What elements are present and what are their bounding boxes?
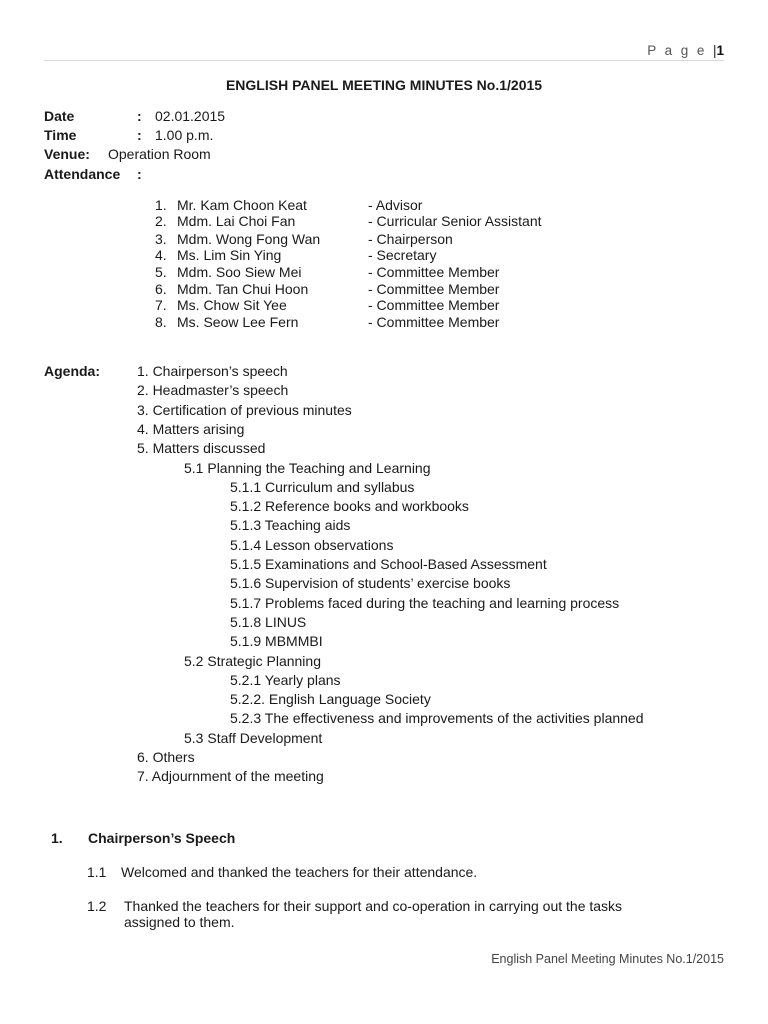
- agenda-item: 5.1.3 Teaching aids: [230, 517, 351, 534]
- date-label: Date: [44, 108, 75, 124]
- attendee-name: Mdm. Soo Siew Mei: [177, 264, 302, 280]
- section-item-text: Welcomed and thanked the teachers for their attendance.: [121, 864, 478, 880]
- attendee-role: - Committee Member: [368, 297, 500, 313]
- agenda-item: 5.1.7 Problems faced during the teaching and learning process: [230, 594, 620, 611]
- attendee-name: Mdm. Lai Choi Fan: [177, 213, 296, 229]
- document-title: ENGLISH PANEL MEETING MINUTES No.1/2015: [225, 77, 543, 93]
- attendee-number: 5.: [155, 264, 167, 280]
- agenda-item: 7. Adjournment of the meeting: [137, 768, 324, 785]
- agenda-item: 2. Headmaster’s speech: [137, 382, 289, 399]
- attendance-colon: :: [137, 166, 142, 182]
- agenda-item: 5.1.5 Examinations and School-Based Assessment: [230, 556, 547, 572]
- section-heading: Chairperson’s Speech: [88, 830, 236, 846]
- agenda-item: 5.2.2. English Language Society: [230, 691, 431, 708]
- agenda-item: 5.1.8 LINUS: [230, 613, 307, 630]
- attendee-role: - Curricular Senior Assistant: [368, 213, 542, 229]
- attendee-role: - Advisor: [368, 197, 423, 213]
- time-label: Time: [44, 127, 77, 143]
- date-value: 02.01.2015: [155, 108, 226, 124]
- attendee-number: 8.: [155, 314, 167, 330]
- agenda-label: Agenda:: [44, 363, 100, 379]
- footer-text: English Panel Meeting Minutes No.1/2015: [491, 952, 724, 966]
- attendee-name: Mr. Kam Choon Keat: [177, 197, 307, 213]
- page-word: P a g e: [647, 43, 707, 58]
- attendee-number: 2.: [155, 213, 167, 229]
- attendee-role: - Chairperson: [368, 231, 453, 247]
- agenda-item: 5.2.3 The effectiveness and improvements of the activities planned: [230, 710, 644, 727]
- attendee-number: 1.: [155, 197, 167, 213]
- agenda-item: 5.2 Strategic Planning: [184, 652, 321, 669]
- section-item-text: Thanked the teachers for their support and co-operation in carrying out the tasks: [124, 898, 623, 914]
- attendee-role: - Committee Member: [368, 281, 500, 297]
- attendee-number: 7.: [155, 297, 167, 313]
- page-number: 1: [716, 43, 724, 58]
- agenda-item: 5.1 Planning the Teaching and Learning: [184, 459, 431, 476]
- agenda-item: 1. Chairperson’s speech: [137, 363, 288, 379]
- agenda-item: 5.1.1 Curriculum and syllabus: [230, 478, 415, 495]
- attendee-number: 3.: [155, 231, 167, 247]
- venue-label: Venue:: [44, 146, 90, 162]
- agenda-item: 5.2.1 Yearly plans: [230, 671, 341, 688]
- attendee-name: Ms. Chow Sit Yee: [177, 297, 287, 313]
- agenda-item: 5.3 Staff Development: [184, 729, 323, 746]
- section-item-number: 1.2: [87, 898, 107, 914]
- page-separator: |: [712, 43, 717, 58]
- time-colon: :: [137, 127, 142, 143]
- agenda-item: 5.1.9 MBMMBI: [230, 633, 323, 650]
- agenda-item: 4. Matters arising: [137, 420, 245, 437]
- page-number-label: [647, 43, 724, 59]
- attendee-name: Mdm. Wong Fong Wan: [177, 231, 321, 247]
- attendee-number: 6.: [155, 281, 167, 297]
- venue-value: Operation Room: [108, 146, 211, 162]
- agenda-item: 5. Matters discussed: [137, 440, 266, 457]
- attendee-name: Ms. Lim Sin Ying: [177, 247, 282, 263]
- attendee-number: 4.: [155, 247, 167, 263]
- agenda-item: 3. Certification of previous minutes: [137, 401, 352, 418]
- agenda-item: 6. Others: [137, 749, 195, 765]
- attendee-name: Ms. Seow Lee Fern: [177, 314, 299, 330]
- attendance-label: Attendance: [44, 166, 121, 182]
- attendee-role: - Committee Member: [368, 264, 500, 280]
- agenda-item: 5.1.6 Supervision of students’ exercise books: [230, 575, 511, 592]
- section-item-number: 1.1: [87, 864, 107, 880]
- attendee-role: - Committee Member: [368, 314, 500, 330]
- agenda-item: 5.1.4 Lesson observations: [230, 536, 394, 553]
- attendee-role: - Secretary: [368, 247, 437, 263]
- agenda-item: 5.1.2 Reference books and workbooks: [230, 498, 469, 515]
- date-colon: :: [137, 108, 142, 124]
- section-number: 1.: [51, 830, 63, 846]
- section-item-text: assigned to them.: [124, 914, 235, 930]
- time-value: 1.00 p.m.: [155, 127, 214, 143]
- header-divider: [44, 60, 724, 61]
- attendee-name: Mdm. Tan Chui Hoon: [177, 281, 309, 297]
